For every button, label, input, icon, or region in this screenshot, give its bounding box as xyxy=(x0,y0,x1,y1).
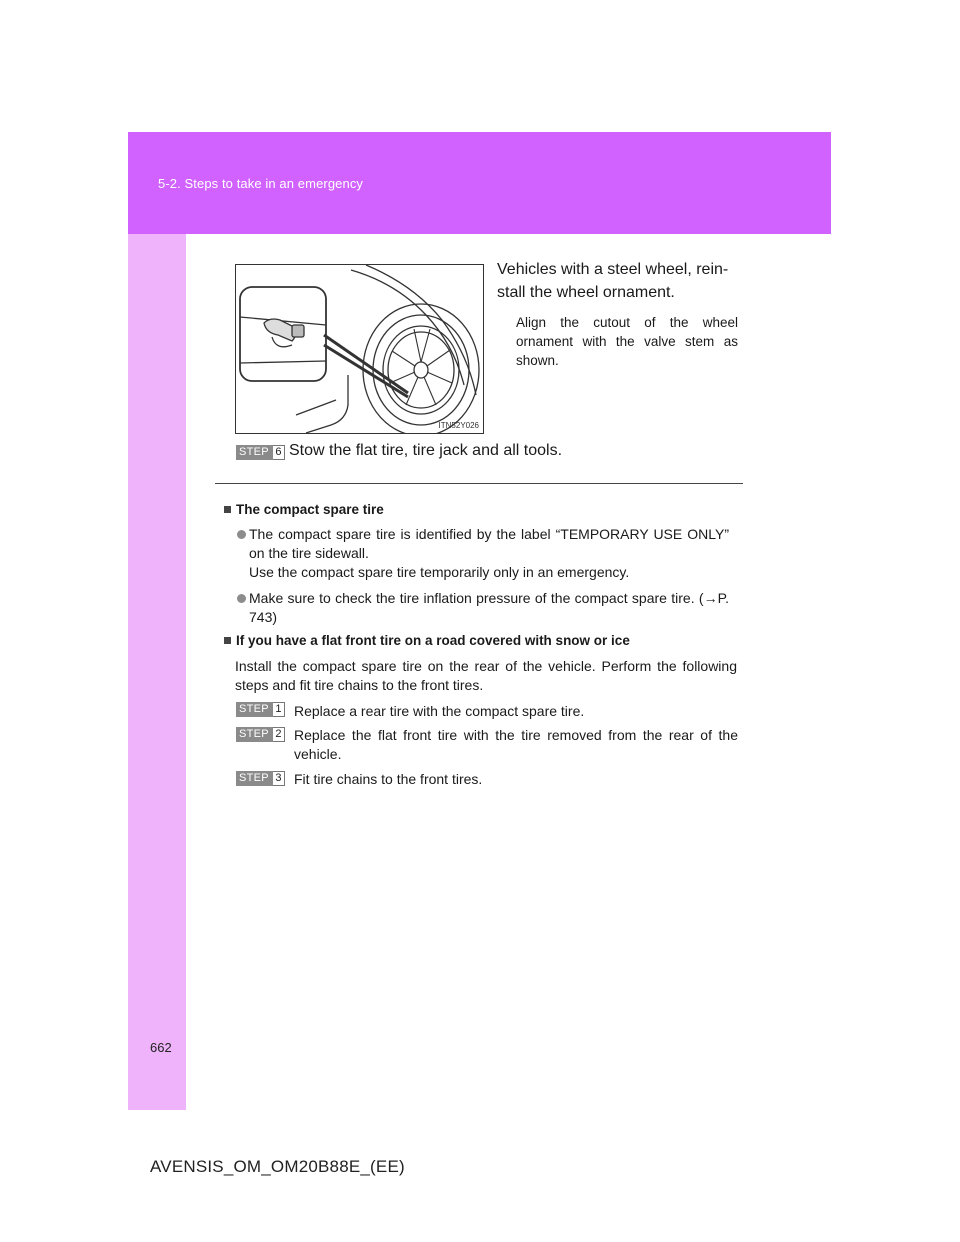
square-bullet-icon xyxy=(224,506,231,513)
compact-spare-bullet-1: The compact spare tire is identified by the label “TEMPORARY USE ONLY” on the tire sidewall. Use the compact spare tire temporarily only in an emergency. xyxy=(249,526,729,580)
step-2-badge: STEP 2 xyxy=(236,727,285,742)
step-6-text: Stow the flat tire, tire jack and all tools. xyxy=(289,442,563,459)
figure-code: ITN52Y026 xyxy=(438,421,479,430)
wheel-ornament-illustration xyxy=(235,264,484,434)
round-bullet-icon xyxy=(237,594,246,603)
side-strip xyxy=(128,234,186,1110)
flat-front-step-1: Replace a rear tire with the compact spare tire. xyxy=(294,703,585,719)
step-1-badge: STEP 1 xyxy=(236,702,285,717)
compact-spare-heading: The compact spare tire xyxy=(224,502,384,517)
step-5-text: Vehicles with a steel wheel, rein-stall the wheel ornament. xyxy=(497,261,729,301)
section-title: 5-2. Steps to take in an emergency xyxy=(158,176,364,191)
step-number: 6 xyxy=(273,445,285,460)
document-code: AVENSIS_OM_OM20B88E_(EE) xyxy=(150,1157,405,1176)
flat-front-step-3: Fit tire chains to the front tires. xyxy=(294,771,483,787)
step-3-badge: STEP 3 xyxy=(236,771,285,786)
step-word: STEP xyxy=(236,445,273,460)
compact-spare-bullet-2: Make sure to check the tire inflation pressure of the compact spare tire. (→P. 743) xyxy=(249,590,729,625)
round-bullet-icon xyxy=(237,530,246,539)
wheel-illustration-drawing xyxy=(236,265,483,433)
flat-front-intro: Install the compact spare tire on the rear of the vehicle. Perform the following steps and fit tire chains to the front tires. xyxy=(235,658,737,693)
flat-front-heading: If you have a flat front tire on a road covered with snow or ice xyxy=(224,633,630,648)
step-6-badge xyxy=(236,445,285,460)
section-divider xyxy=(215,483,743,484)
page-number: 662 xyxy=(150,1040,172,1055)
step-5-note: Align the cutout of the wheel ornament with the valve stem as shown. xyxy=(516,315,738,368)
flat-front-step-2: Replace the flat front tire with the tire removed from the rear of the vehicle. xyxy=(294,727,738,762)
square-bullet-icon xyxy=(224,637,231,644)
